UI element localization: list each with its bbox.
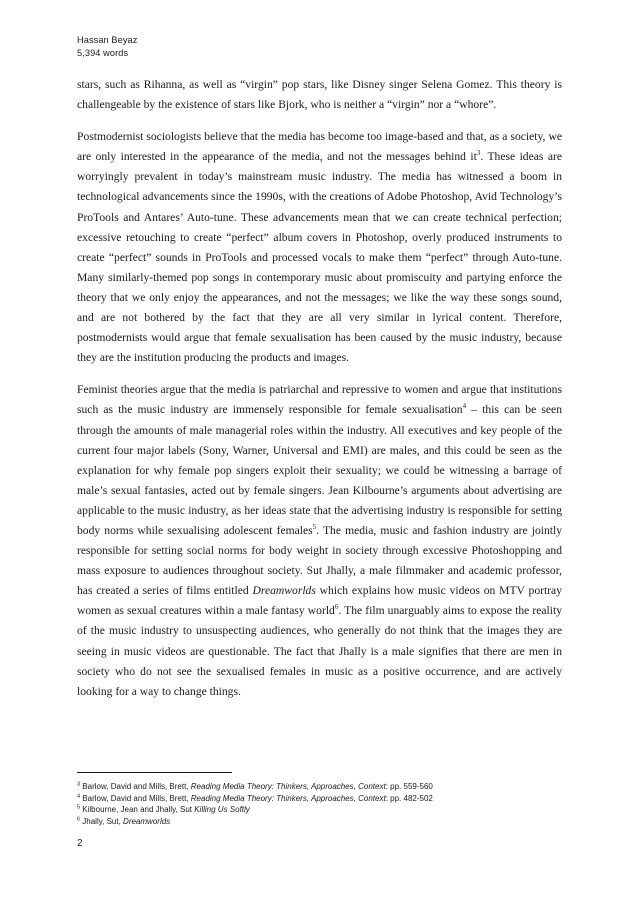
footnote-separator	[77, 772, 232, 773]
paragraph-text: which explains how music videos on MTV portray women as sexual creatures within a male fantasy world	[77, 584, 562, 618]
footnote-number: 4	[77, 792, 81, 799]
footnote-text: Jhally, Sut,	[80, 816, 124, 826]
footnote-ref: 6	[334, 603, 339, 612]
paragraph-text: Feminist theories argue that the media is patriarchal and repressive to women and argue that institutions such as the music industry are immensely responsible for female sexualisation	[77, 383, 562, 417]
footnote-pages: : pp. 559-560	[385, 782, 433, 791]
footnote-title: Reading Media Theory: Thinkers, Approaches, Context	[190, 793, 386, 803]
paragraph-text: – this can be seen through the amounts of male managerial roles within the industry. All executives and key people of the current four major labels (Sony, Warner, Universal and EMI) are males, and this could be seen as the explanation for why female pop singers exploit their sexuality; we could be witnessing a barrage of male’s sexual fantasies, acted out by female singers. Jean Kilbourne’s arguments about advertising are applicable to the music industry, as her ideas state that the advertising industry is responsible for setting body norms while sexualising adolescent females	[77, 403, 562, 537]
footnote	[77, 793, 433, 805]
page-number: 2	[77, 838, 83, 849]
footnote-number: 5	[77, 804, 81, 811]
word-count: 5,394 words	[77, 48, 129, 58]
footnote-ref: 3	[476, 149, 481, 158]
footnote-title: Dreamworlds	[123, 816, 171, 826]
paragraph-text: stars, such as Rihanna, as well as “virgin” pop stars, like Disney singer Selena Gomez. This theory is challengeable by the existence of stars like Bjork, who is neither a “virgin” nor a “whore”.	[77, 78, 562, 112]
paragraph-text: . The media, music and fashion industry are jointly responsible for setting social norms for body weight in society through excessive Photoshopping and mass exposure to audiences throughout society. Sut Jhally, a male filmmaker and academic professor, has created a series of films entitled	[77, 523, 562, 598]
film-title: Dreamworlds	[252, 584, 316, 598]
page-header	[77, 34, 137, 60]
footnote-pages: : pp. 482-502	[385, 793, 433, 803]
footnote-title: Killing Us Softly	[194, 805, 250, 815]
paragraph-text: . The film unarguably aims to expose the reality of the music industry to unsuspecting audiences, who generally do not think that the images they are seeing in music videos are questionable. The fact that Jhally is a male signifies that there are men in society who do not see the sexualised females in music as a positive occurrence, and are actively looking for a way to change things.	[77, 604, 562, 698]
paragraph-text: Postmodernist sociologists believe that the media has become too image-based and that, as a society, we are only interested in the appearance of the media, and not the messages behind it	[77, 130, 562, 164]
body-text	[77, 75, 562, 714]
footnote-ref: 5	[312, 523, 317, 532]
paragraph-text: . These ideas are worryingly prevalent in today’s mainstream music industry. The media has witnessed a boom in technological advancements since the 1990s, with the creations of Adobe Photoshop, Avid Technology’s ProTools and Antares’ Auto-tune. These advancements mean that we can create technical perfection; excessive retouching to create “perfect” album covers in Photoshop, overly produced instruments to create “perfect” sounds in ProTools and processed vocals to make them “perfect” through Auto-tune. Many similarly-themed pop songs in contemporary music about promiscuity and partying enforce the theory that we only enjoy the appearances, and not the messages; we like the way these songs sound, and are not bothered by the fact that they are all very similar in lyrical content. Therefore, postmodernists would argue that female sexualisation has been caused by the music industry, because they are the institution producing the products and images.	[77, 150, 562, 365]
footnote-title: Reading Media Theory: Thinkers, Approaches, Context	[190, 782, 386, 791]
footnote-number: 6	[77, 816, 81, 823]
footnote-text: Barlow, David and Mills, Brett,	[80, 782, 191, 791]
footnote-text: Barlow, David and Mills, Brett,	[80, 793, 191, 803]
paragraph	[77, 127, 562, 368]
author-name: Hassan Beyaz	[77, 35, 138, 45]
footnote-ref: 4	[462, 402, 467, 411]
paragraph	[77, 75, 562, 115]
footnotes	[77, 781, 433, 827]
footnote-text: Kilbourne, Jean and Jhally, Sut	[80, 805, 195, 815]
footnote	[77, 804, 433, 816]
paragraph	[77, 380, 562, 702]
footnote-number: 3	[77, 781, 81, 788]
footnote	[77, 816, 433, 828]
footnote	[77, 781, 433, 793]
